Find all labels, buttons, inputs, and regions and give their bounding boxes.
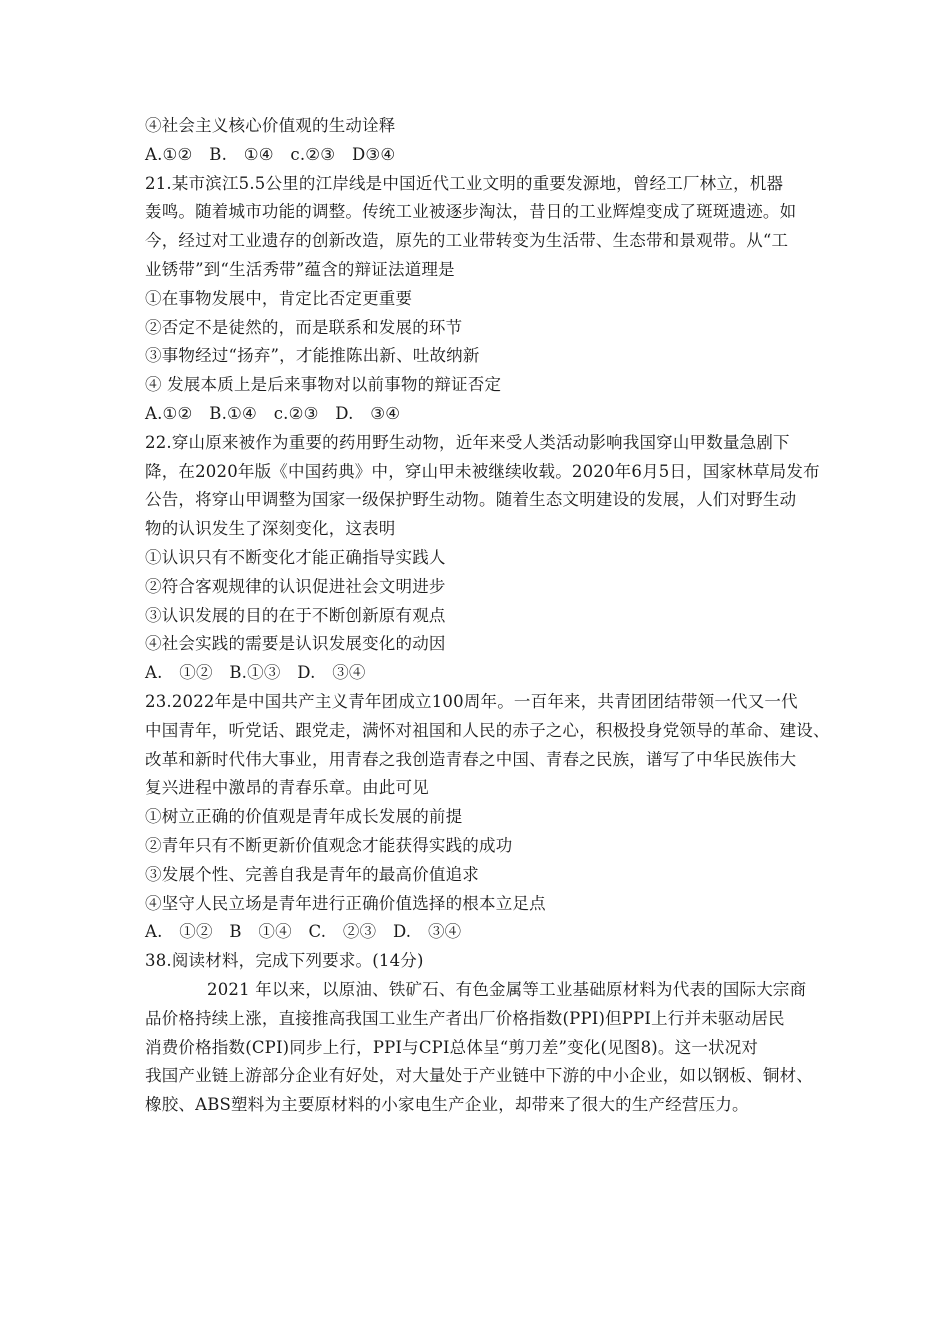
q23-stem-line-4: 复兴进程中激昂的青春乐章。由此可见 [145,778,429,798]
q23-option-2: ②青年只有不断更新价值观念才能获得实践的成功 [145,835,513,855]
q22-answer-choices: A. ①② B.①③ D. ③④ [145,663,366,683]
q20-answer-choices: A.①② B. ①④ c.②③ D③④ [145,144,396,164]
q20-option-4: ④社会主义核心价值观的生动诠释 [145,116,396,135]
q21-option-4: ④ 发展本质上是后来事物对以前事物的辩证否定 [145,375,502,395]
q38-material-line-2: 品价格持续上涨，直接推高我国工业生产者出厂价格指数(PPI)但PPI上行并未驱动居民 [145,1008,785,1028]
q23-stem-line-2: 中国青年，听党话、跟党走，满怀对祖国和人民的赤子之心，积极投身党领导的革命、建设、 [145,720,830,740]
q38-material-line-1: 2021 年以来，以原油、铁矿石、有色金属等工业基础原材料为代表的国际大宗商 [207,979,807,999]
q21-stem-line-2: 轰鸣。随着城市功能的调整。传统工业被逐步淘汰，昔日的工业辉煌变成了斑斑遗迹。如 [145,202,797,222]
q38-heading: 38.阅读材料，完成下列要求。(14分) [145,951,424,971]
q21-stem-line-3: 今，经过对工业遗存的创新改造，原先的工业带转变为生活带、生态带和景观带。从“工 [145,231,789,251]
q22-stem-line-2: 降，在2020年版《中国药典》中，穿山甲未被继续收载。2020年6月5日，国家林草局发布 [145,461,820,481]
q21-option-1: ①在事物发展中，肯定比否定更重要 [145,288,413,308]
q21-option-3: ③事物经过“扬弃”，才能推陈出新、吐故纳新 [145,346,480,366]
q22-stem-line-3: 公告，将穿山甲调整为国家一级保护野生动物。随着生态文明建设的发展，人们对野生动 [145,490,797,510]
q38-material-line-4: 我国产业链上游部分企业有好处，对大量处于产业链中下游的中小企业，如以钢板、铜材、 [145,1066,813,1086]
q22-stem-line-4: 物的认识发生了深刻变化，这表明 [145,519,396,539]
q22-option-2: ②符合客观规律的认识促进社会文明进步 [145,576,446,596]
document-page [145,112,830,1120]
q38-material-line-5: 橡胶、ABS塑料为主要原材料的小家电生产企业，却带来了很大的生产经营压力。 [145,1095,749,1115]
q22-option-1: ①认识只有不断变化才能正确指导实践人 [145,547,446,567]
q23-option-4: ④坚守人民立场是青年进行正确价值选择的根本立足点 [145,893,546,913]
q38-material-line-3: 消费价格指数(CPI)同步上行，PPI与CPI总体呈“剪刀差”变化(见图8)。这一状况对 [145,1037,759,1057]
q23-stem-line-3: 改革和新时代伟大事业，用青春之我创造青春之中国、青春之民族，谱写了中华民族伟大 [145,749,797,769]
q21-option-2: ②否定不是徒然的，而是联系和发展的环节 [145,317,463,337]
q23-option-3: ③发展个性、完善自我是青年的最高价值追求 [145,864,479,884]
q21-answer-choices: A.①② B.①④ c.②③ D. ③④ [145,403,401,423]
q21-stem-line-4: 业锈带”到“生活秀带”蕴含的辩证法道理是 [145,259,455,279]
q22-stem-line-1: 22.穿山原来被作为重要的药用野生动物，近年来受人类活动影响我国穿山甲数量急剧下 [145,432,790,452]
q23-answer-choices: A. ①② B ①④ C. ②③ D. ③④ [145,922,462,942]
q22-option-3: ③认识发展的目的在于不断创新原有观点 [145,605,446,625]
q23-stem-line-1: 23.2022年是中国共产主义青年团成立100周年。一百年来，共青团团结带领一代又一代 [145,691,798,711]
q22-option-4: ④社会实践的需要是认识发展变化的动因 [145,634,446,654]
q23-option-1: ①树立正确的价值观是青年成长发展的前提 [145,807,463,827]
q21-stem-line-1: 21.某市滨江5.5公里的江岸线是中国近代工业文明的重要发源地，曾经工厂林立，机器 [145,173,784,193]
